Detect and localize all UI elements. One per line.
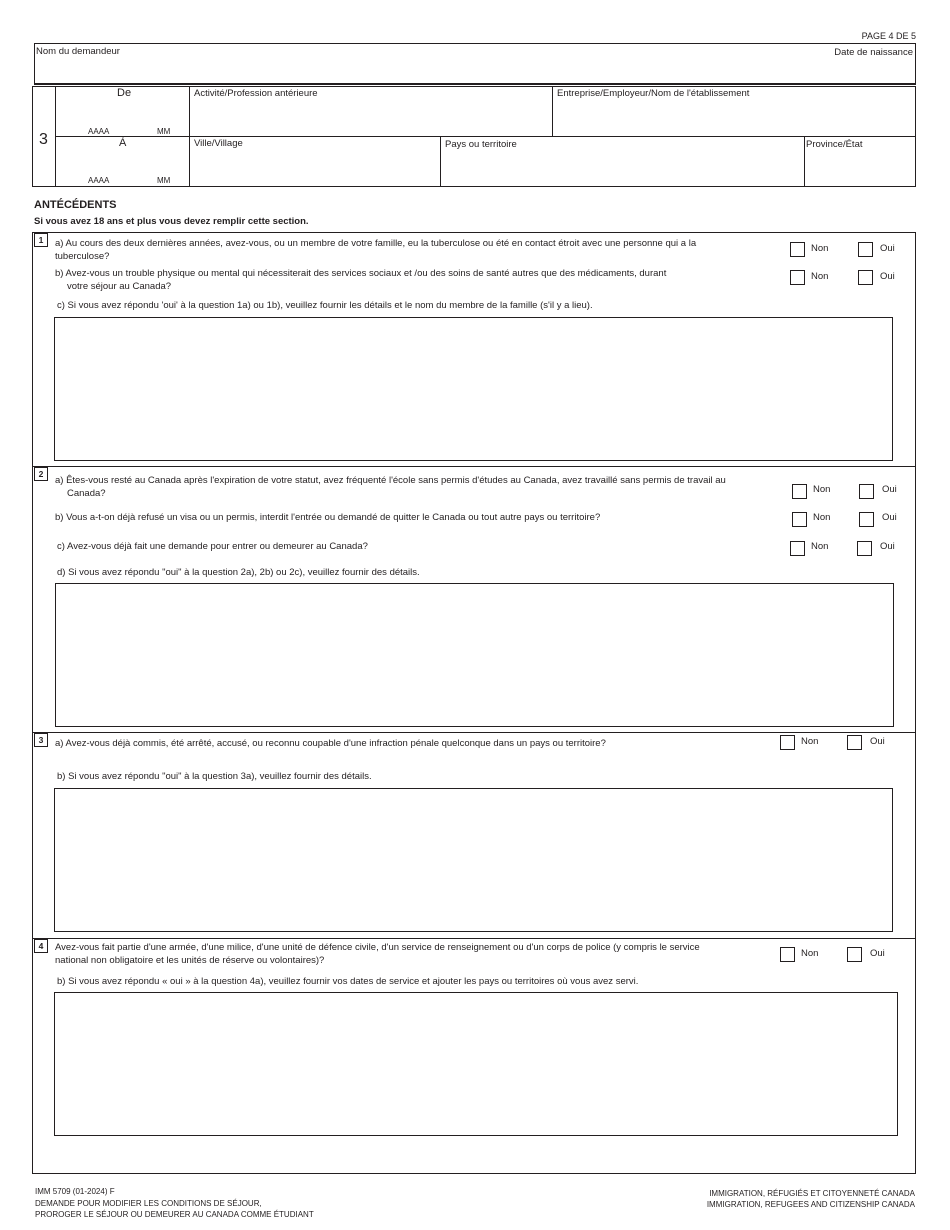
q1b-oui-label: Oui — [880, 271, 895, 282]
q2a-oui-checkbox[interactable] — [859, 484, 874, 499]
q2c-non-checkbox[interactable] — [790, 541, 805, 556]
question-4a-line2: national non obligatoire et les unités de réserve ou volontaires)? — [55, 955, 325, 966]
q3-details-textarea[interactable] — [54, 788, 893, 932]
city-label: Ville/Village — [194, 138, 243, 149]
birth-date-label: Date de naissance — [834, 47, 913, 58]
to-year-input[interactable] — [70, 153, 130, 171]
q3a-oui-checkbox[interactable] — [847, 735, 862, 750]
q2c-oui-label: Oui — [880, 541, 895, 552]
q4a-non-checkbox[interactable] — [780, 947, 795, 962]
from-label: De — [117, 87, 132, 99]
section-subtitle: Si vous avez 18 ans et plus vous devez remplir cette section. — [34, 216, 309, 227]
q1b-non-checkbox[interactable] — [790, 270, 805, 285]
q2c-non-label: Non — [811, 541, 829, 552]
q2a-non-checkbox[interactable] — [792, 484, 807, 499]
from-year-input[interactable] — [70, 104, 130, 122]
q1-details-textarea[interactable] — [54, 317, 893, 461]
previous-activity-input[interactable] — [194, 106, 546, 130]
question-3-number: 3 — [34, 733, 48, 747]
to-label: À — [119, 137, 127, 149]
from-year-label: AAAA — [88, 127, 110, 136]
q2b-oui-checkbox[interactable] — [859, 512, 874, 527]
q1b-non-label: Non — [811, 271, 829, 282]
q1a-oui-checkbox[interactable] — [858, 242, 873, 257]
q2c-oui-checkbox[interactable] — [857, 541, 872, 556]
q3a-non-checkbox[interactable] — [780, 735, 795, 750]
question-2d: d) Si vous avez répondu "oui" à la question 2a), 2b) ou 2c), veuillez fournir des détails. — [57, 567, 420, 578]
question-1a-line2: tuberculose? — [55, 251, 110, 262]
employer-label: Entreprise/Employeur/Nom de l'établissement — [557, 88, 750, 99]
q4a-oui-checkbox[interactable] — [847, 947, 862, 962]
from-month-label: MM — [157, 127, 171, 136]
province-label: Province/État — [806, 139, 863, 150]
question-2a-line1: a) Êtes-vous resté au Canada après l'expiration de votre statut, avez fréquenté l'école sans permis d'études au Canada, avez travaillé sans permis de travail au — [55, 475, 726, 486]
question-1a-line1: a) Au cours des deux dernières années, avez-vous, ou un membre de votre famille, eu la tuberculose ou été en contact étroit avec une personne qui a la — [55, 238, 697, 249]
from-month-input[interactable] — [140, 104, 184, 122]
applicant-name-label: Nom du demandeur — [36, 46, 120, 57]
q1b-oui-checkbox[interactable] — [858, 270, 873, 285]
to-month-label: MM — [157, 176, 171, 185]
question-1-number: 1 — [34, 233, 48, 247]
question-3a: a) Avez-vous déjà commis, été arrêté, accusé, ou reconnu coupable d'une infraction pénale quelconque dans un pays ou territoire? — [55, 738, 606, 749]
country-label: Pays ou territoire — [445, 139, 517, 150]
q2-details-textarea[interactable] — [55, 583, 894, 727]
q2b-non-checkbox[interactable] — [792, 512, 807, 527]
page-number: PAGE 4 DE 5 — [861, 31, 916, 41]
form-title-line1: DEMANDE POUR MODIFIER LES CONDITIONS DE SÉJOUR, — [35, 1199, 262, 1208]
question-2c: c) Avez-vous déjà fait une demande pour entrer ou demeurer au Canada? — [57, 541, 368, 552]
q4-details-textarea[interactable] — [54, 992, 898, 1136]
q4a-non-label: Non — [801, 948, 819, 959]
q1a-non-label: Non — [811, 243, 829, 254]
section-title: ANTÉCÉDENTS — [34, 199, 117, 211]
form-code: IMM 5709 (01-2024) F — [35, 1187, 115, 1196]
birth-date-input[interactable] — [760, 60, 910, 80]
employment-row-number: 3 — [39, 131, 48, 148]
question-4a-line1: Avez-vous fait partie d'une armée, d'une milice, d'une unité de défence civile, d'un service de renseignement ou d'un corps de police (y compris le service — [55, 942, 700, 953]
form-title-line2: PROROGER LE SÉJOUR OU DEMEURER AU CANADA COMME ÉTUDIANT — [35, 1210, 314, 1219]
q3a-oui-label: Oui — [870, 736, 885, 747]
q1a-non-checkbox[interactable] — [790, 242, 805, 257]
employer-input[interactable] — [557, 106, 909, 130]
department-name-en: IMMIGRATION, REFUGEES AND CITIZENSHIP CANADA — [706, 1200, 915, 1209]
question-4b: b) Si vous avez répondu « oui » à la question 4a), veuillez fournir vos dates de service et ajouter les pays ou territoires où vous avez servi. — [57, 976, 639, 987]
q4a-oui-label: Oui — [870, 948, 885, 959]
question-2b: b) Vous a-t-on déjà refusé un visa ou un permis, interdit l'entrée ou demandé de quitter le Canada ou tout autre pays ou territoire? — [55, 512, 601, 523]
q1a-oui-label: Oui — [880, 243, 895, 254]
city-input[interactable] — [194, 156, 434, 180]
to-month-input[interactable] — [140, 153, 184, 171]
question-2a-line2: Canada? — [67, 488, 106, 499]
question-1b-line2: votre séjour au Canada? — [67, 281, 172, 292]
applicant-name-input[interactable] — [40, 60, 640, 80]
question-3b: b) Si vous avez répondu "oui" à la question 3a), veuillez fournir des détails. — [57, 771, 372, 782]
department-name-fr: IMMIGRATION, RÉFUGIÉS ET CITOYENNETÉ CANADA — [709, 1189, 915, 1198]
question-4-number: 4 — [34, 939, 48, 953]
country-input[interactable] — [445, 156, 799, 180]
question-1c: c) Si vous avez répondu 'oui' à la question 1a) ou 1b), veuillez fournir les détails et le nom du membre de la famille (s'il y a lieu). — [57, 300, 593, 311]
q2b-oui-label: Oui — [882, 512, 897, 523]
q3a-non-label: Non — [801, 736, 819, 747]
q2a-non-label: Non — [813, 484, 831, 495]
previous-activity-label: Activité/Profession antérieure — [194, 88, 318, 99]
q2a-oui-label: Oui — [882, 484, 897, 495]
q2b-non-label: Non — [813, 512, 831, 523]
question-2-number: 2 — [34, 467, 48, 481]
question-1b-line1: b) Avez-vous un trouble physique ou mental qui nécessiterait des services sociaux et /ou des soins de santé autres que des médicaments, durant — [55, 268, 667, 279]
to-year-label: AAAA — [88, 176, 110, 185]
province-input[interactable] — [806, 156, 912, 180]
